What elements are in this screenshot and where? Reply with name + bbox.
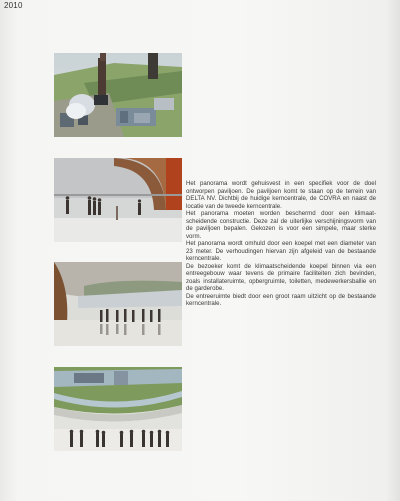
paragraph: Het panorama moeten worden beschermd door een klimaat-scheidende constructie. Deze zal de uiterlijke verschijningsvorm van de paviljoen bepalen. Gekozen is voor een simpele, maar sterke vorm. <box>186 210 376 240</box>
photo-aerial-render <box>54 53 182 137</box>
photo-panorama-landscape <box>54 367 182 451</box>
paragraph: Het panorama wordt omhuld door een koepel met een diameter van 23 meter. De verhoudingen hiervan zijn afgeleid van de bestaande kerncentrale. <box>186 240 376 262</box>
paragraph: Het panorama wordt gehuisvest in een specifiek voor de doel ontworpen paviljoen. De paviljoen komt te staan op de terrein van DELTA NV. Dichtbij de huidige kerncentrale, de COVRA en naast de locatie van de tweede kerncentrale. <box>186 180 376 210</box>
photo-aerial-render-graphic <box>54 53 182 137</box>
page-year: 2010 <box>4 1 23 10</box>
paragraph: De bezoeker komt de klimaatscheidende koepel binnen via een entreegebouw waar tevens de primaire faciliteiten zich bevinden, zoals installateruimte, opbergruimte, toiletten, medewerkersballie en de garderobe. <box>186 262 376 292</box>
photo-panorama-landscape-graphic <box>54 367 182 451</box>
body-text <box>186 180 376 308</box>
photo-dome-interior <box>54 158 182 242</box>
photo-panorama-interior <box>54 262 182 346</box>
paragraph: De entreeruimte biedt door een groot raam uitzicht op de bestaande kerncentrale. <box>186 292 376 307</box>
page-edge-shadow <box>386 0 400 501</box>
photo-panorama-interior-graphic <box>54 262 182 346</box>
photo-dome-interior-graphic <box>54 158 182 242</box>
